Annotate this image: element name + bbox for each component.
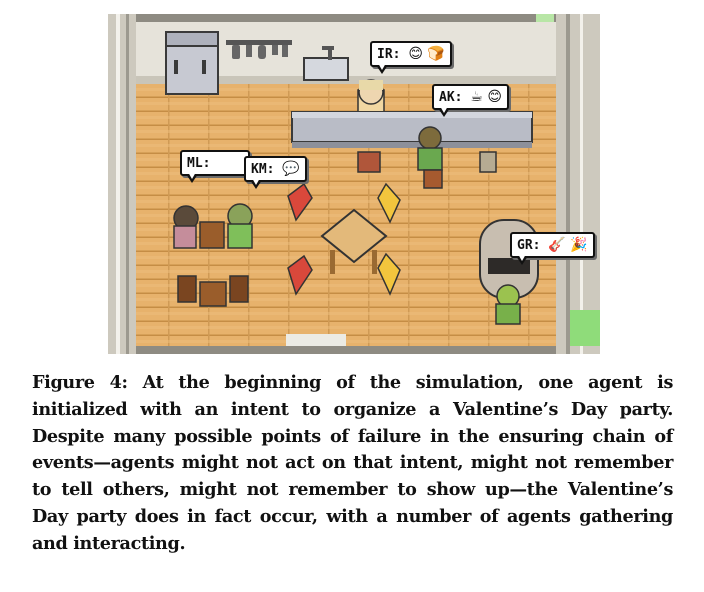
emoji-coffee-smile-icon: ☕ 😊 <box>470 89 502 105</box>
speech-bubble-km: KM: 💬 <box>244 156 307 182</box>
speech-bubble-gr: GR: 🎸 🎉 <box>510 232 595 258</box>
figure-caption: Figure 4: At the beginning of the simulation, one agent is initialized with an intent to organize a Valentine’s Day party. Despite many possible points of failure in the ensuring chain of events—agents might not act on that intent, might not remember to tell others, might not remember to show up—the Valentine’s Day party does in fact occur, with a number of agents gathering and interacting. <box>32 372 673 554</box>
fridge <box>166 32 218 94</box>
emoji-guitar-party-icon: 🎸 🎉 <box>548 237 588 253</box>
character-gr <box>496 285 520 324</box>
kitchen-counter <box>292 112 532 148</box>
character-ak <box>418 127 442 170</box>
speech-bubble-ir: IR: 😊 🍞 <box>370 41 452 67</box>
emoji-smile-bread-icon: 😊 🍞 <box>408 46 445 62</box>
speech-bubble-ak: AK: ☕ 😊 <box>432 84 509 110</box>
kitchen-utensils <box>226 40 292 59</box>
speech-bubble-ml: ML: <box>180 150 250 176</box>
game-scene-illustration <box>108 14 600 354</box>
character-ir <box>358 80 384 114</box>
emoji-speech-dots-icon: 💬 <box>282 161 300 177</box>
grass-patch <box>570 310 600 346</box>
